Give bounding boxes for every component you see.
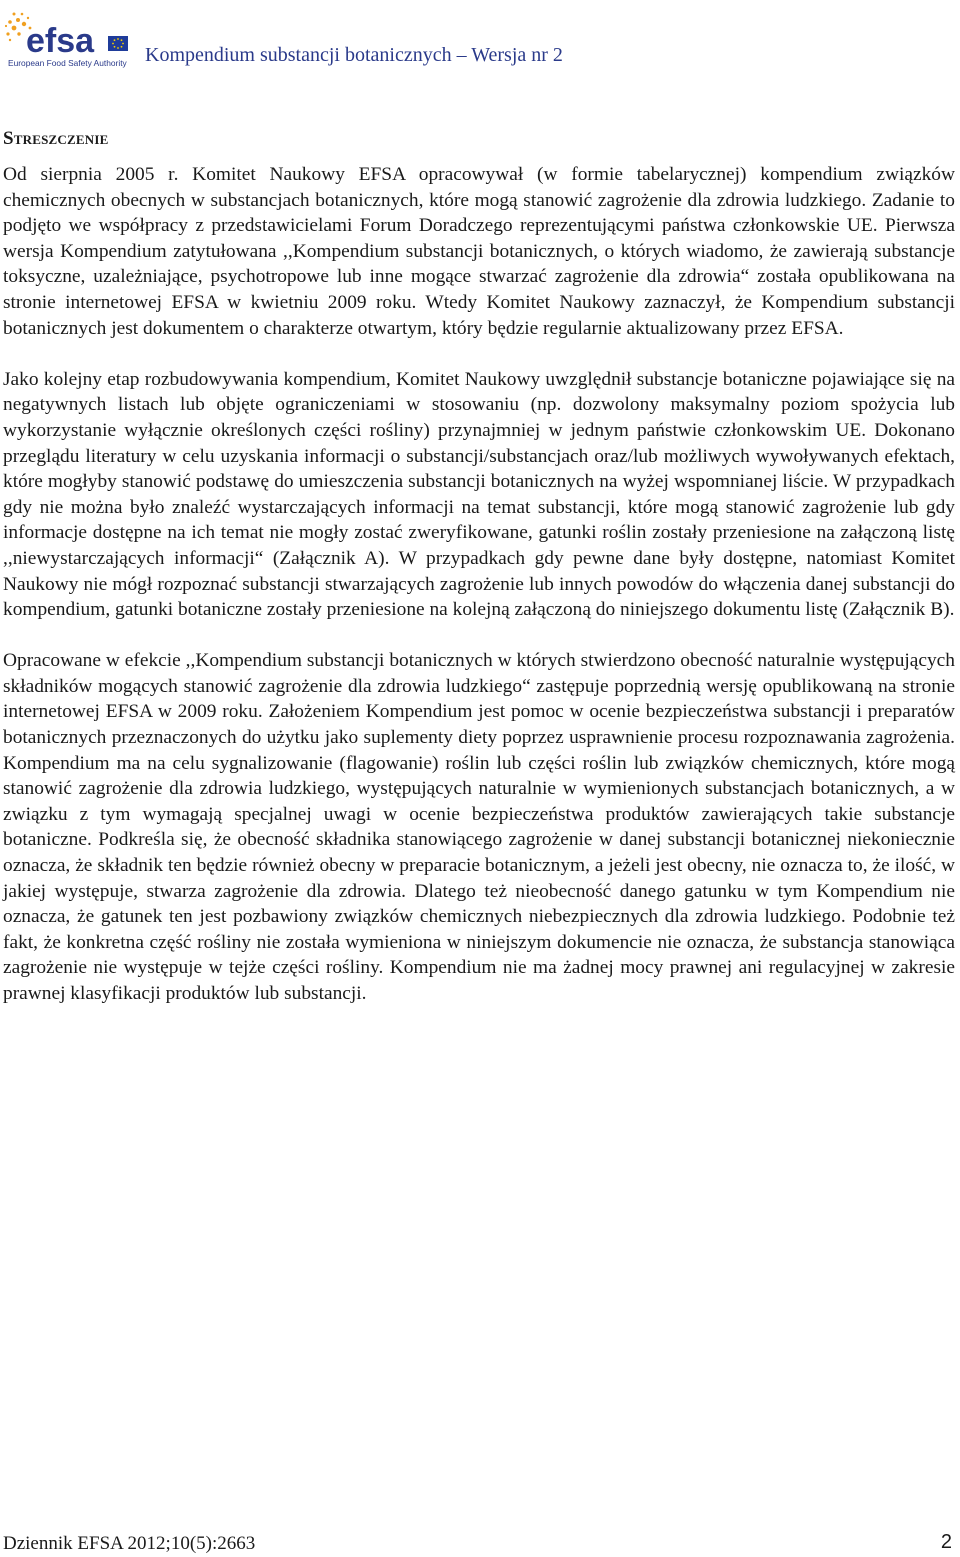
- footer-citation: Dziennik EFSA 2012;10(5):2663: [3, 1533, 256, 1554]
- efsa-logo: [4, 6, 132, 70]
- svg-text:European Food Safety Authority: European Food Safety Authority: [8, 58, 127, 68]
- page-number: 2: [940, 1531, 952, 1553]
- document-title: Kompendium substancji botanicznych – Wersja nr 2: [145, 44, 563, 66]
- section-heading: Streszczenie: [3, 128, 109, 149]
- document-body: [3, 128, 955, 1032]
- page-header: [0, 0, 960, 80]
- paragraph-3: Opracowane w efekcie ,,Kompendium substancji botanicznych w których stwierdzono obecność naturalnie występujących składników mogących stanowić zagrożenie dla zdrowia ludzkiego“ zastępuje poprzednią wersję opublikowaną na stronie internetowej EFSA w 2009 roku. Założeniem Kompendium jest pomoc w ocenie bezpieczeństwa substancji i preparatów botanicznych przeznaczonych do użytku jako suplementy diety poprzez usprawnienie procesu rozpoznawania zagrożenia. Kompendium ma na celu sygnalizowanie (flagowanie) roślin lub części roślin lub związków chemicznych, które mogą stanowić zagrożenie dla zdrowia ludzkiego, występujących naturalnie w wymienionych substancjach botanicznych, a w związku z tym wymagają specjalnej uwagi w ocenie bezpieczeństwa produktów zawierających takie substancje botaniczne. Podkreśla się, że obecność składnika stanowiącego zagrożenie w danej substancji botanicznej niekoniecznie oznacza, że składnik ten będzie również obecny w preparacie botanicznym, a jeżeli jest obecny, nie oznacza to, że ilość, w jakiej występuje, stwarza zagrożenie dla zdrowia. Dlatego też nieobecność danego gatunku w tym Kompendium nie oznacza, że gatunek ten jest pozbawiony związków chemicznych niebezpiecznych dla zdrowia ludzkiego. Podobnie też fakt, że konkretna część rośliny nie została wymieniona w niniejszym dokumencie nie oznacza, że substancja stanowiąca zagrożenie nie występuje w tejże części rośliny. Kompendium nie ma żadnej mocy prawnej ani regulacyjnej w zakresie prawnej klasyfikacji produktów lub substancji.: [3, 650, 955, 1004]
- svg-text:efsa: efsa: [26, 22, 95, 60]
- paragraph-2: Jako kolejny etap rozbudowywania kompendium, Komitet Naukowy uwzględnił substancje botaniczne pojawiające się na negatywnych listach lub objęte ograniczeniami w stosowaniu (np. dozwolony maksymalny poziom spożycia lub wykorzystanie wyłącznie określonych części rośliny) przynajmniej w jednym państwie członkowskim UE. Dokonano przeglądu literatury w celu uzyskania informacji o substancji/substancjach oraz/lub możliwych wywoływanych efektach, które mogłyby stanowić podstawę do umieszczenia substancji botanicznych na wyżej wspomnianej liście. W przypadkach gdy nie można było znaleźć wystarczających informacji na temat substancji, które mogą stanowić zagrożenie lub gdy informacje dostępne na ich temat nie mogły zostać zweryfikowane, gatunki roślin zostały przeniesione na załączoną listę ,,niewystarczających informacji“ (Załącznik A). W przypadkach gdy pewne dane były dostępne, natomiast Komitet Naukowy nie mógł rozpoznać substancji stwarzających zagrożenie lub innych powodów do włączenia danej substancji do kompendium, gatunki botaniczne zostały przeniesione na kolejną załączoną do niniejszego dokumentu listę (Załącznik B).: [3, 368, 955, 621]
- paragraph-1: Od sierpnia 2005 r. Komitet Naukowy EFSA opracowywał (w formie tabelarycznej) kompendium związków chemicznych obecnych w substancjach botanicznych, które mogą stanowić zagrożenie dla zdrowia ludzkiego. Zadanie to podjęto we współpracy z przedstawicielami Forum Doradczego reprezentującymi państwa członkowskie UE. Pierwsza wersja Kompendium zatytułowana ,,Kompendium substancji botanicznych, o których wiadomo, że zawierają substancje toksyczne, uzależniające, psychotropowe lub inne mogące stwarzać zagrożenie dla zdrowia“ została opublikowana na stronie internetowej EFSA w kwietniu 2009 roku. Wtedy Komitet Naukowy zaznaczył, że Kompendium substancji botanicznych jest dokumentem o charakterze otwartym, który będzie regularnie aktualizowany przez EFSA.: [3, 164, 955, 339]
